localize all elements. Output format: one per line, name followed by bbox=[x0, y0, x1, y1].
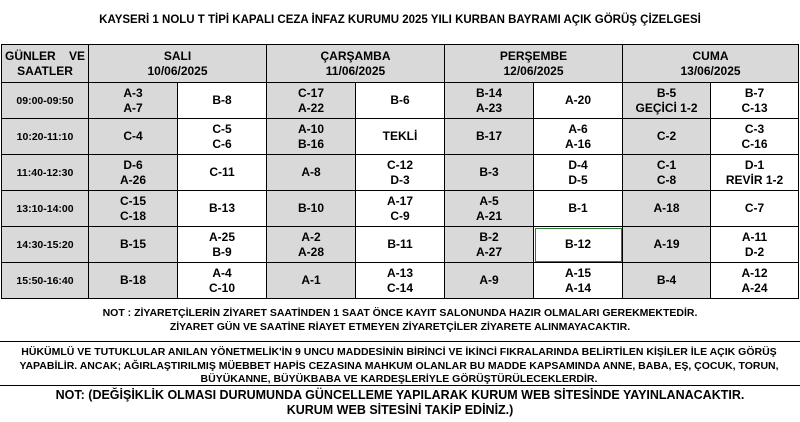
ward-code: D-6 bbox=[123, 157, 143, 172]
ward-code: D-4 bbox=[568, 157, 588, 172]
ward-code: A-1 bbox=[301, 273, 321, 287]
ward-cell bbox=[178, 155, 267, 191]
day-header bbox=[89, 45, 267, 83]
ward-code: C-4 bbox=[123, 129, 143, 143]
website-note-line: KURUM WEB SİTESİNİ TAKİP EDİNİZ.) bbox=[286, 403, 514, 417]
ward-code: A-4 bbox=[212, 265, 232, 280]
time-slot-row bbox=[2, 83, 799, 119]
day-name: PERŞEMBE bbox=[499, 48, 568, 63]
ward-code: B-5 bbox=[656, 85, 677, 100]
ward-code: A-9 bbox=[479, 273, 499, 287]
ward-cell bbox=[267, 83, 356, 119]
ward-code: A-7 bbox=[123, 100, 143, 115]
ward-cell bbox=[711, 83, 799, 119]
ward-code: C-10 bbox=[208, 280, 235, 295]
ward-code: D-3 bbox=[390, 172, 410, 187]
ward-code: D-2 bbox=[744, 244, 765, 259]
ward-code: C-14 bbox=[386, 280, 413, 295]
time-slot-label: 11:40-12:30 bbox=[2, 155, 89, 191]
day-date: 13/06/2025 bbox=[680, 63, 741, 78]
time-slot-row bbox=[2, 119, 799, 155]
ward-cell bbox=[534, 227, 623, 263]
ward-code: B-10 bbox=[297, 201, 324, 215]
ward-cell bbox=[89, 263, 178, 299]
ward-code: B-12 bbox=[565, 237, 592, 251]
ward-code: A-10 bbox=[297, 121, 324, 136]
ward-cell bbox=[356, 155, 445, 191]
header-row bbox=[2, 45, 799, 83]
ward-code: A-19 bbox=[653, 237, 680, 251]
ward-code: C-12 bbox=[386, 157, 413, 172]
ward-code: B-6 bbox=[390, 93, 410, 107]
day-name: ÇARŞAMBA bbox=[320, 48, 391, 63]
day-date: 12/06/2025 bbox=[503, 63, 564, 78]
time-slot-row bbox=[2, 155, 799, 191]
ward-code: A-13 bbox=[386, 265, 413, 280]
ward-code: A-18 bbox=[653, 201, 680, 215]
ward-cell bbox=[534, 191, 623, 227]
ward-cell bbox=[178, 191, 267, 227]
ward-cell bbox=[623, 191, 711, 227]
ward-cell bbox=[711, 263, 799, 299]
ward-cell bbox=[356, 119, 445, 155]
ward-code: B-4 bbox=[656, 273, 677, 287]
ward-code: B-1 bbox=[568, 201, 588, 215]
ward-code: A-6 bbox=[568, 121, 588, 136]
ward-cell bbox=[89, 119, 178, 155]
ward-cell bbox=[267, 227, 356, 263]
regulation-note: HÜKÜMLÜ VE TUTUKLULAR ANILAN YÖNETMELİK'İN 9 UNCU MADDESİNİN BİRİNCİ VE İKİNCİ FIKRALARINDA BELİRTİLEN KİŞİLER İLE AÇIK GÖRÜŞ YAPABİLİR. ANCAK; AĞIRLAŞTIRILMIŞ MÜEBBET HAPİS CEZASINA MAHKUM OLANLAR BU MADDE KAPSAMINDA ANNE, BABA, EŞ, ÇOCUK, TORUN, BÜYÜKANNE, BÜYÜKBABA VE KARDEŞLERİYLE GÖRÜŞTÜRÜLECEKLERDİR. bbox=[19, 346, 779, 385]
time-slot-row bbox=[2, 227, 799, 263]
ward-code: C-16 bbox=[741, 136, 768, 151]
time-slot-label: 15:50-16:40 bbox=[2, 263, 89, 299]
ward-code: A-17 bbox=[386, 193, 413, 208]
ward-code: C-3 bbox=[744, 121, 765, 136]
ward-code: A-2 bbox=[301, 229, 321, 244]
ward-cell bbox=[356, 263, 445, 299]
ward-cell bbox=[711, 155, 799, 191]
ward-cell bbox=[89, 155, 178, 191]
ward-cell bbox=[623, 83, 711, 119]
corner-header bbox=[2, 45, 89, 83]
ward-code: A-26 bbox=[119, 172, 146, 187]
registration-note-line: NOT : ZİYARETÇİLERİN ZİYARET SAATİNDEN 1 SAAT ÖNCE KAYIT SALONUNDA HAZIR OLMALARI GEREKMEKTEDİR. bbox=[102, 307, 698, 319]
ward-code: A-21 bbox=[475, 208, 502, 223]
ward-code: D-1 bbox=[744, 157, 765, 172]
ward-cell bbox=[711, 191, 799, 227]
day-header bbox=[623, 45, 799, 83]
ward-cell bbox=[178, 263, 267, 299]
corner-label-days: GÜNLER VE bbox=[4, 48, 85, 63]
ward-code: C-17 bbox=[297, 85, 324, 100]
ward-code: B-8 bbox=[212, 93, 232, 107]
day-date: 11/06/2025 bbox=[325, 63, 386, 78]
ward-code: C-7 bbox=[744, 201, 765, 215]
ward-code: B-14 bbox=[475, 85, 502, 100]
day-name: SALI bbox=[163, 48, 192, 63]
ward-cell bbox=[356, 83, 445, 119]
ward-cell bbox=[89, 227, 178, 263]
ward-code: C-18 bbox=[119, 208, 146, 223]
time-slot-label: 10:20-11:10 bbox=[2, 119, 89, 155]
ward-code: A-5 bbox=[479, 193, 499, 208]
ward-cell bbox=[89, 83, 178, 119]
schedule-title: KAYSERİ 1 NOLU T TİPİ KAPALI CEZA İNFAZ KURUMU 2025 YILI KURBAN BAYRAMI AÇIK GÖRÜŞ ÇİZELGESİ bbox=[99, 14, 701, 26]
ward-code: D-5 bbox=[568, 172, 588, 187]
ward-cell bbox=[623, 227, 711, 263]
time-slot-label: 14:30-15:20 bbox=[2, 227, 89, 263]
ward-code: A-28 bbox=[297, 244, 324, 259]
ward-code: B-17 bbox=[475, 129, 502, 143]
ward-code: B-18 bbox=[119, 273, 146, 287]
ward-code: A-27 bbox=[475, 244, 502, 259]
ward-cell bbox=[445, 227, 534, 263]
ward-code: B-3 bbox=[479, 165, 499, 179]
ward-cell bbox=[178, 227, 267, 263]
ward-cell bbox=[267, 191, 356, 227]
time-slot-label: 13:10-14:00 bbox=[2, 191, 89, 227]
ward-code: C-1 bbox=[656, 157, 677, 172]
ward-code: B-9 bbox=[212, 244, 232, 259]
divider bbox=[0, 385, 800, 386]
ward-code: B-2 bbox=[479, 229, 499, 244]
day-name: CUMA bbox=[692, 48, 729, 63]
ward-cell bbox=[445, 191, 534, 227]
time-slot-label: 09:00-09:50 bbox=[2, 83, 89, 119]
time-slot-row bbox=[2, 263, 799, 299]
ward-code: B-11 bbox=[387, 237, 413, 251]
ward-code: A-11 bbox=[741, 229, 768, 244]
ward-cell bbox=[711, 227, 799, 263]
ward-code: B-13 bbox=[208, 201, 235, 215]
corner-label-hours: SAATLER bbox=[17, 63, 73, 78]
visit-schedule-table bbox=[1, 44, 799, 299]
ward-code: C-6 bbox=[212, 136, 232, 151]
ward-code: TEKLİ bbox=[382, 129, 418, 143]
ward-code: A-22 bbox=[297, 100, 324, 115]
ward-code: A-8 bbox=[301, 165, 321, 179]
ward-cell bbox=[267, 155, 356, 191]
ward-cell bbox=[178, 83, 267, 119]
ward-code: A-15 bbox=[565, 265, 592, 280]
day-header bbox=[445, 45, 623, 83]
ward-code: C-2 bbox=[656, 129, 677, 143]
ward-cell bbox=[534, 155, 623, 191]
ward-code: A-12 bbox=[741, 265, 768, 280]
ward-code: REVİR 1-2 bbox=[725, 172, 784, 187]
ward-code: C-11 bbox=[209, 165, 235, 179]
ward-cell bbox=[445, 83, 534, 119]
ward-cell bbox=[623, 155, 711, 191]
ward-code: C-8 bbox=[656, 172, 677, 187]
day-date: 10/06/2025 bbox=[147, 63, 208, 78]
ward-code: A-25 bbox=[208, 229, 235, 244]
ward-code: A-3 bbox=[123, 85, 143, 100]
ward-cell bbox=[267, 263, 356, 299]
registration-note bbox=[0, 306, 800, 334]
ward-code: A-14 bbox=[565, 280, 592, 295]
day-header bbox=[267, 45, 445, 83]
ward-cell bbox=[356, 227, 445, 263]
website-note bbox=[0, 388, 800, 418]
divider bbox=[0, 341, 800, 342]
ward-code: B-16 bbox=[297, 136, 324, 151]
time-slot-row bbox=[2, 191, 799, 227]
ward-cell bbox=[445, 263, 534, 299]
ward-cell bbox=[267, 119, 356, 155]
website-note-line: NOT: (DEĞİŞİKLİK OLMASI DURUMUNDA GÜNCELLEME YAPILARAK KURUM WEB SİTESİNDE YAYINLANACAKTIR. bbox=[55, 388, 745, 402]
ward-code: C-9 bbox=[390, 208, 410, 223]
ward-code: C-5 bbox=[212, 121, 232, 136]
ward-code: A-16 bbox=[565, 136, 592, 151]
ward-cell bbox=[445, 155, 534, 191]
ward-code: B-15 bbox=[119, 237, 146, 251]
ward-cell bbox=[89, 191, 178, 227]
ward-code: C-15 bbox=[119, 193, 146, 208]
ward-cell bbox=[534, 119, 623, 155]
ward-cell bbox=[534, 83, 623, 119]
ward-code: A-20 bbox=[565, 93, 592, 107]
ward-code: GEÇİCİ 1-2 bbox=[635, 100, 698, 115]
ward-cell bbox=[623, 263, 711, 299]
ward-cell bbox=[623, 119, 711, 155]
ward-cell bbox=[445, 119, 534, 155]
ward-code: A-23 bbox=[475, 100, 502, 115]
ward-cell bbox=[534, 263, 623, 299]
attendance-note-line: ZİYARET GÜN VE SAATİNE RİAYET ETMEYEN ZİYARETÇİLER ZİYARETE ALINMAYACAKTIR. bbox=[169, 321, 631, 333]
ward-cell bbox=[178, 119, 267, 155]
ward-cell bbox=[711, 119, 799, 155]
ward-cell bbox=[356, 191, 445, 227]
ward-code: B-7 bbox=[744, 85, 765, 100]
ward-code: A-24 bbox=[741, 280, 768, 295]
ward-code: C-13 bbox=[741, 100, 768, 115]
